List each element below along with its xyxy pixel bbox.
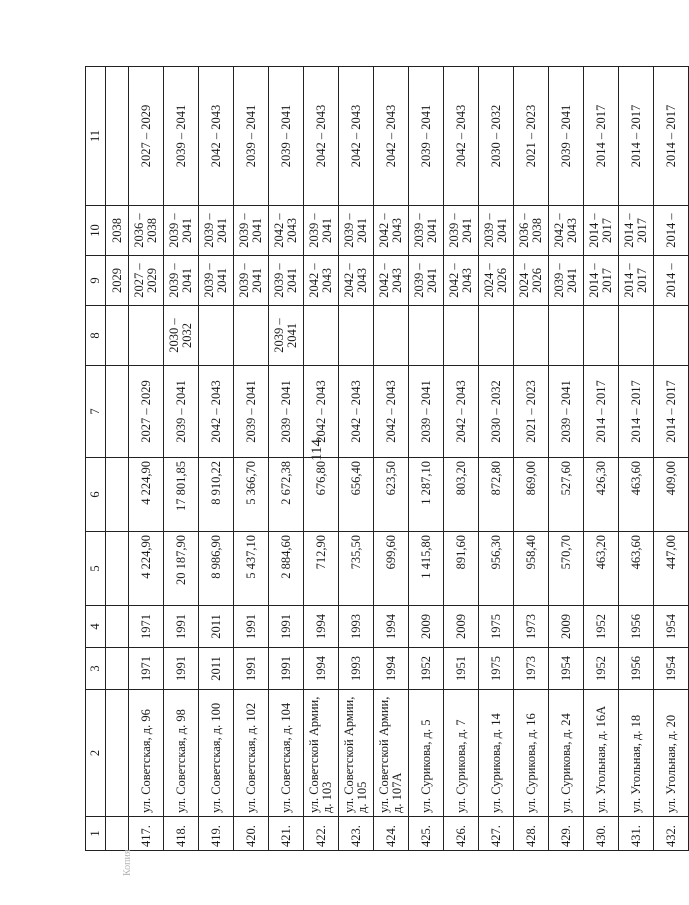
cell-address: ул. Угольная, д. 16А: [584, 690, 619, 817]
continued-cell-built-year: [106, 648, 129, 690]
cell-commissioned-year: 2009: [444, 606, 479, 648]
cell-row-number: 422.: [304, 817, 339, 851]
cell-built-year: 1954: [549, 648, 584, 690]
table-container: [85, 67, 678, 851]
cell-period-col10: 2039 – 2041: [234, 206, 269, 256]
cell-period-col10: 2039 – 2041: [304, 206, 339, 256]
cell-period-col9: 2014 – 2017: [619, 256, 654, 306]
cell-address: ул. Советская, д. 104: [269, 690, 304, 817]
cell-period-col7: 2039 – 2041: [409, 366, 444, 458]
table-row: [409, 67, 444, 851]
cell-period-col9: 2024 – 2026: [514, 256, 549, 306]
cell-period-col9: 2027 – 2029: [129, 256, 164, 306]
cell-period-col10: 2039 – 2041: [164, 206, 199, 256]
cell-period-col10: 2042 – 2043: [269, 206, 304, 256]
cell-period-col7: 2014 – 2017: [654, 366, 689, 458]
cell-commissioned-year: 2009: [409, 606, 444, 648]
cell-period-col10: 2042 – 2043: [549, 206, 584, 256]
cell-period-col8: [549, 306, 584, 366]
cell-period-col7: 2014 – 2017: [619, 366, 654, 458]
cell-period-col7: 2042 – 2043: [339, 366, 374, 458]
cell-total-area: 891,60: [444, 532, 479, 606]
table-row: [199, 67, 234, 851]
page-number: 114: [309, 439, 325, 461]
cell-row-number: 418.: [164, 817, 199, 851]
cell-period-col11: 2030 – 2032: [479, 67, 514, 206]
cell-living-area: 4 224,90: [129, 458, 164, 532]
cell-row-number: 423.: [339, 817, 374, 851]
cell-period-col9: 2024 – 2026: [479, 256, 514, 306]
cell-row-number: 421.: [269, 817, 304, 851]
cell-period-col11: 2042 – 2043: [199, 67, 234, 206]
cell-address: ул. Сурикова, д. 5: [409, 690, 444, 817]
rotated-table-frame: [85, 67, 678, 851]
cell-total-area: 463,20: [584, 532, 619, 606]
cell-address: ул. Советской Армии, д. 105: [339, 690, 374, 817]
cell-period-col7: 2027 – 2029: [129, 366, 164, 458]
cell-period-col11: 2014 – 2017: [654, 67, 689, 206]
cell-commissioned-year: 1994: [304, 606, 339, 648]
cell-period-col8: [654, 306, 689, 366]
cell-period-col7: 2030 – 2032: [479, 366, 514, 458]
cell-period-col10: 2039 – 2041: [479, 206, 514, 256]
cell-address: ул. Сурикова, д. 7: [444, 690, 479, 817]
cell-commissioned-year: 1991: [234, 606, 269, 648]
cell-built-year: 1956: [619, 648, 654, 690]
cell-period-col9: 2014 – 2017: [584, 256, 619, 306]
cell-period-col9: 2039 – 2041: [269, 256, 304, 306]
cell-total-area: 699,60: [374, 532, 409, 606]
cell-period-col9: 2014 –: [654, 256, 689, 306]
cell-row-number: 425.: [409, 817, 444, 851]
cell-commissioned-year: 1975: [479, 606, 514, 648]
cell-built-year: 1991: [234, 648, 269, 690]
cell-total-area: 958,40: [514, 532, 549, 606]
cell-period-col8: [199, 306, 234, 366]
cell-commissioned-year: 1993: [339, 606, 374, 648]
column-number-cell: 5: [86, 532, 106, 606]
cell-commissioned-year: 1956: [619, 606, 654, 648]
table-row: [619, 67, 654, 851]
cell-commissioned-year: 1994: [374, 606, 409, 648]
cell-commissioned-year: 1973: [514, 606, 549, 648]
cell-period-col8: [234, 306, 269, 366]
cell-period-col10: 2014 –: [654, 206, 689, 256]
cell-period-col11: 2014 – 2017: [619, 67, 654, 206]
cell-total-area: 4 224,90: [129, 532, 164, 606]
column-number-cell: 2: [86, 690, 106, 817]
cell-commissioned-year: 1991: [164, 606, 199, 648]
table-row: [479, 67, 514, 851]
cell-living-area: 527,60: [549, 458, 584, 532]
cell-period-col11: 2042 – 2043: [444, 67, 479, 206]
cell-built-year: 1975: [479, 648, 514, 690]
cell-period-col8: [339, 306, 374, 366]
cell-period-col11: 2039 – 2041: [269, 67, 304, 206]
cell-period-col9: 2042 – 2043: [339, 256, 374, 306]
cell-address: ул. Угольная, д. 18: [619, 690, 654, 817]
cell-period-col7: 2042 – 2043: [374, 366, 409, 458]
cell-built-year: 1994: [304, 648, 339, 690]
cell-period-col11: 2021 – 2023: [514, 67, 549, 206]
cell-total-area: 8 986,90: [199, 532, 234, 606]
cell-row-number: 427.: [479, 817, 514, 851]
cell-address: ул. Угольная, д. 20: [654, 690, 689, 817]
table-row: [444, 67, 479, 851]
cell-period-col10: 2039 – 2041: [409, 206, 444, 256]
column-number-cell: 4: [86, 606, 106, 648]
cell-living-area: 463,60: [619, 458, 654, 532]
cell-living-area: 17 801,85: [164, 458, 199, 532]
cell-period-col8: 2030 – 2032: [164, 306, 199, 366]
continued-cell-living-area: [106, 458, 129, 532]
cell-address: ул. Сурикова, д. 16: [514, 690, 549, 817]
cell-period-col7: 2039 – 2041: [234, 366, 269, 458]
cell-living-area: 676,80: [304, 458, 339, 532]
cell-period-col10: 2042 – 2043: [374, 206, 409, 256]
cell-commissioned-year: 2011: [199, 606, 234, 648]
cell-total-area: 463,60: [619, 532, 654, 606]
cell-living-area: 2 672,38: [269, 458, 304, 532]
cell-period-col11: 2039 – 2041: [234, 67, 269, 206]
column-number-cell: 8: [86, 306, 106, 366]
table-row: [164, 67, 199, 851]
cell-row-number: 417.: [129, 817, 164, 851]
cell-row-number: 424.: [374, 817, 409, 851]
table-row: [514, 67, 549, 851]
cell-period-col11: 2039 – 2041: [409, 67, 444, 206]
cell-period-col9: 2039 – 2041: [164, 256, 199, 306]
continued-cell-period-col10: 2038: [106, 206, 129, 256]
cell-address: ул. Советская, д. 98: [164, 690, 199, 817]
cell-period-col8: [374, 306, 409, 366]
cell-total-area: 956,30: [479, 532, 514, 606]
cell-living-area: 426,30: [584, 458, 619, 532]
cell-total-area: 20 187,90: [164, 532, 199, 606]
cell-row-number: 430.: [584, 817, 619, 851]
cell-address: ул. Советская, д. 96: [129, 690, 164, 817]
cell-period-col8: [479, 306, 514, 366]
cell-commissioned-year: 1991: [269, 606, 304, 648]
cell-row-number: 428.: [514, 817, 549, 851]
table-row: [269, 67, 304, 851]
cell-period-col9: 2039 – 2041: [199, 256, 234, 306]
cell-period-col9: 2039 – 2041: [549, 256, 584, 306]
cell-built-year: 1952: [584, 648, 619, 690]
cell-period-col7: 2039 – 2041: [164, 366, 199, 458]
cell-period-col10: 2039 – 2041: [444, 206, 479, 256]
cell-living-area: 803,20: [444, 458, 479, 532]
cell-living-area: 1 287,10: [409, 458, 444, 532]
table-row: [304, 67, 339, 851]
table-row: [129, 67, 164, 851]
table-row: [549, 67, 584, 851]
cell-period-col8: [619, 306, 654, 366]
cell-total-area: 1 415,80: [409, 532, 444, 606]
cell-living-area: 5 366,70: [234, 458, 269, 532]
cell-built-year: 1973: [514, 648, 549, 690]
housing-register-table: [85, 66, 689, 851]
cell-total-area: 5 437,10: [234, 532, 269, 606]
cell-period-col10: 2039 – 2041: [199, 206, 234, 256]
cell-row-number: 420.: [234, 817, 269, 851]
cell-period-col11: 2042 – 2043: [339, 67, 374, 206]
cell-living-area: 623,50: [374, 458, 409, 532]
column-number-cell: 9: [86, 256, 106, 306]
cell-built-year: 1971: [129, 648, 164, 690]
cell-period-col10: 2014 – 2017: [619, 206, 654, 256]
table-row: [374, 67, 409, 851]
cell-address: ул. Советская, д. 102: [234, 690, 269, 817]
cell-total-area: 735,50: [339, 532, 374, 606]
cell-living-area: 869,00: [514, 458, 549, 532]
cell-row-number: 432.: [654, 817, 689, 851]
cell-built-year: 2011: [199, 648, 234, 690]
column-number-cell: 10: [86, 206, 106, 256]
continued-cell-total-area: [106, 532, 129, 606]
continued-cell-period-col9: 2029: [106, 256, 129, 306]
cell-period-col8: [129, 306, 164, 366]
table-row: [339, 67, 374, 851]
table-row: [654, 67, 689, 851]
continued-cell-period-col11: [106, 67, 129, 206]
cell-period-col7: 2021 – 2023: [514, 366, 549, 458]
table-row: [584, 67, 619, 851]
cell-row-number: 429.: [549, 817, 584, 851]
cell-period-col9: 2042 – 2043: [304, 256, 339, 306]
cell-period-col7: 2042 – 2043: [444, 366, 479, 458]
cell-address: ул. Советская, д. 100: [199, 690, 234, 817]
cell-built-year: 1991: [269, 648, 304, 690]
cell-period-col8: [514, 306, 549, 366]
cell-commissioned-year: 2009: [549, 606, 584, 648]
cell-row-number: 419.: [199, 817, 234, 851]
cell-built-year: 1991: [164, 648, 199, 690]
cell-period-col10: 2039 – 2041: [339, 206, 374, 256]
continued-cell-address: [106, 690, 129, 817]
cell-period-col10: 2036 – 2038: [129, 206, 164, 256]
cell-row-number: 426.: [444, 817, 479, 851]
cell-period-col7: 2042 – 2043: [304, 366, 339, 458]
cell-period-col11: 2039 – 2041: [164, 67, 199, 206]
cell-commissioned-year: 1971: [129, 606, 164, 648]
continued-cell-period-col7: [106, 366, 129, 458]
cell-living-area: 409,00: [654, 458, 689, 532]
continued-cell-commissioned-year: [106, 606, 129, 648]
continued-cell-row-number: [106, 817, 129, 851]
column-number-cell: 3: [86, 648, 106, 690]
cell-total-area: 570,70: [549, 532, 584, 606]
cell-period-col10: 2014 – 2017: [584, 206, 619, 256]
cell-living-area: 872,80: [479, 458, 514, 532]
cell-period-col10: 2036 – 2038: [514, 206, 549, 256]
cell-address: ул. Советской Армии, д. 103: [304, 690, 339, 817]
cell-built-year: 1994: [374, 648, 409, 690]
cell-address: ул. Сурикова, д. 24: [549, 690, 584, 817]
cell-built-year: 1993: [339, 648, 374, 690]
cell-address: ул. Советской Армии, д. 107А: [374, 690, 409, 817]
column-number-cell: 11: [86, 67, 106, 206]
cell-total-area: 447,00: [654, 532, 689, 606]
cell-built-year: 1954: [654, 648, 689, 690]
continued-row: [106, 67, 129, 851]
cell-period-col11: 2039 – 2041: [549, 67, 584, 206]
scan-watermark: Копия: [122, 849, 133, 876]
cell-period-col7: 2042 – 2043: [199, 366, 234, 458]
column-number-cell: 7: [86, 366, 106, 458]
cell-period-col8: [584, 306, 619, 366]
cell-total-area: 712,90: [304, 532, 339, 606]
table-body: [86, 67, 689, 851]
cell-built-year: 1951: [444, 648, 479, 690]
cell-period-col11: 2027 – 2029: [129, 67, 164, 206]
cell-commissioned-year: 1952: [584, 606, 619, 648]
cell-period-col11: 2042 – 2043: [304, 67, 339, 206]
cell-address: ул. Сурикова, д. 14: [479, 690, 514, 817]
cell-period-col7: 2039 – 2041: [269, 366, 304, 458]
table-row: [234, 67, 269, 851]
cell-period-col9: 2042 – 2043: [444, 256, 479, 306]
cell-living-area: 8 910,22: [199, 458, 234, 532]
cell-row-number: 431.: [619, 817, 654, 851]
cell-period-col7: 2014 – 2017: [584, 366, 619, 458]
cell-period-col8: [409, 306, 444, 366]
cell-period-col8: 2039 – 2041: [269, 306, 304, 366]
column-number-cell: 1: [86, 817, 106, 851]
cell-period-col8: [444, 306, 479, 366]
cell-period-col11: 2014 – 2017: [584, 67, 619, 206]
cell-period-col9: 2039 – 2041: [234, 256, 269, 306]
cell-period-col8: [304, 306, 339, 366]
column-number-header: [86, 67, 106, 851]
cell-total-area: 2 884,60: [269, 532, 304, 606]
continued-cell-period-col8: [106, 306, 129, 366]
cell-period-col7: 2039 – 2041: [549, 366, 584, 458]
cell-commissioned-year: 1954: [654, 606, 689, 648]
column-number-cell: 6: [86, 458, 106, 532]
cell-living-area: 656,40: [339, 458, 374, 532]
cell-period-col9: 2042 – 2043: [374, 256, 409, 306]
cell-period-col11: 2042 – 2043: [374, 67, 409, 206]
cell-built-year: 1952: [409, 648, 444, 690]
cell-period-col9: 2039 – 2041: [409, 256, 444, 306]
